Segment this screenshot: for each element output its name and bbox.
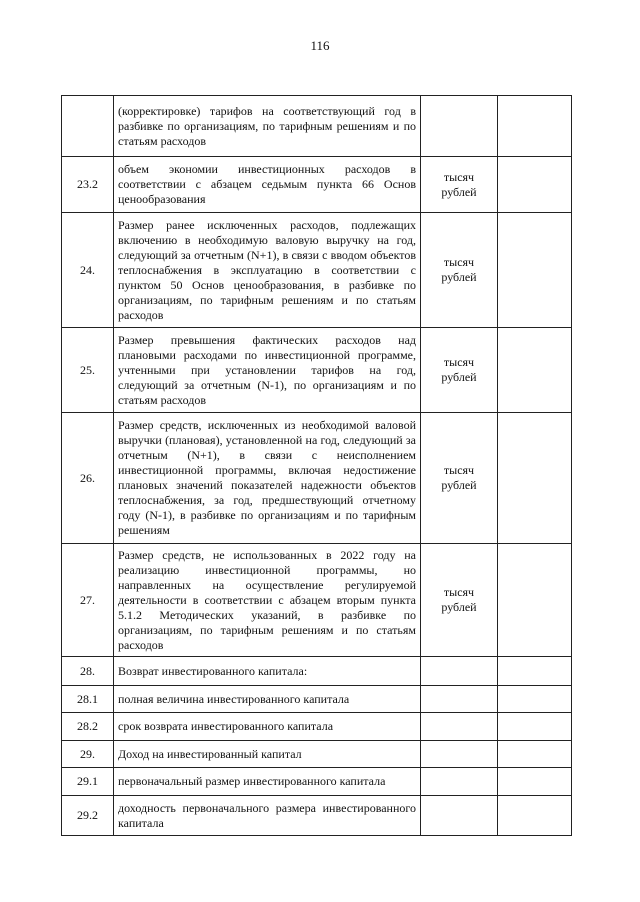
- row-description: первоначальный размер инвестированного капитала: [114, 768, 421, 796]
- row-unit: [421, 768, 498, 796]
- row-value: [498, 328, 572, 413]
- row-number: 25.: [62, 328, 114, 413]
- row-number: 27.: [62, 544, 114, 657]
- row-number: 23.2: [62, 157, 114, 213]
- row-value: [498, 213, 572, 328]
- row-unit: [421, 657, 498, 686]
- row-unit: [421, 713, 498, 741]
- page-number: 116: [310, 38, 330, 53]
- row-number: [62, 96, 114, 157]
- row-value: [498, 741, 572, 768]
- table-row: [62, 741, 572, 768]
- table-row: [62, 157, 572, 213]
- row-description: Размер средств, исключенных из необходимой валовой выручки (плановая), установленной на год, следующий за отчетным (N+1), в связи с неисполнением инвестиционной программы, включая недостижение плановых значений показателей надежности объектов теплоснабжения, за год, предшествующий отчетному году (N-1), в разбивке по организациям и по тарифным решениям: [114, 413, 421, 544]
- row-description: Размер ранее исключенных расходов, подлежащих включению в необходимую валовую выручку на год, следующий за отчетным (N+1), в связи с вводом объектов теплоснабжения в эксплуатацию в соответствии с пунктом 50 Основ ценообразования, в разбивке по организациям, по тарифным решениям и по статьям расходов: [114, 213, 421, 328]
- table-row: [62, 796, 572, 836]
- table-row: [62, 544, 572, 657]
- row-unit: тысяч рублей: [421, 213, 498, 328]
- row-unit: [421, 686, 498, 713]
- row-number: 29.1: [62, 768, 114, 796]
- row-description: доходность первоначального размера инвестированного капитала: [114, 796, 421, 836]
- row-value: [498, 96, 572, 157]
- row-description: Возврат инвестированного капитала:: [114, 657, 421, 686]
- indicator-table: [61, 95, 572, 836]
- row-description: срок возврата инвестированного капитала: [114, 713, 421, 741]
- row-value: [498, 157, 572, 213]
- table-row: [62, 328, 572, 413]
- row-unit: тысяч рублей: [421, 544, 498, 657]
- table-row: [62, 657, 572, 686]
- row-unit: [421, 96, 498, 157]
- row-description: Размер превышения фактических расходов над плановыми расходами по инвестиционной программе, учтенными при установлении тарифов на год, следующий за отчетным (N-1), по организациям и по статьям расходов: [114, 328, 421, 413]
- row-value: [498, 713, 572, 741]
- row-description: Размер средств, не использованных в 2022 году на реализацию инвестиционной программы, но направленных на осуществление регулируемой деятельности в соответствии с абзацем вторым пункта 5.1.2 Методических указаний, в разбивке по организациям, по тарифным решениям и по статьям расходов: [114, 544, 421, 657]
- row-number: 28.1: [62, 686, 114, 713]
- row-description: полная величина инвестированного капитала: [114, 686, 421, 713]
- row-number: 29.2: [62, 796, 114, 836]
- row-value: [498, 657, 572, 686]
- table-row: [62, 686, 572, 713]
- row-value: [498, 544, 572, 657]
- row-unit: тысяч рублей: [421, 328, 498, 413]
- table-row: [62, 213, 572, 328]
- row-value: [498, 686, 572, 713]
- row-number: 26.: [62, 413, 114, 544]
- row-description: Доход на инвестированный капитал: [114, 741, 421, 768]
- table-row: [62, 96, 572, 157]
- row-unit: тысяч рублей: [421, 157, 498, 213]
- table-row: [62, 413, 572, 544]
- row-value: [498, 796, 572, 836]
- table-row: [62, 768, 572, 796]
- row-number: 28.2: [62, 713, 114, 741]
- row-value: [498, 768, 572, 796]
- row-description: (корректировке) тарифов на соответствующий год в разбивке по организациям, по тарифным решениям и по статьям расходов: [114, 96, 421, 157]
- row-unit: [421, 741, 498, 768]
- row-unit: [421, 796, 498, 836]
- row-number: 28.: [62, 657, 114, 686]
- table-row: [62, 713, 572, 741]
- row-unit: тысяч рублей: [421, 413, 498, 544]
- row-number: 29.: [62, 741, 114, 768]
- row-description: объем экономии инвестиционных расходов в соответствии с абзацем седьмым пункта 66 Основ ценообразования: [114, 157, 421, 213]
- row-number: 24.: [62, 213, 114, 328]
- row-value: [498, 413, 572, 544]
